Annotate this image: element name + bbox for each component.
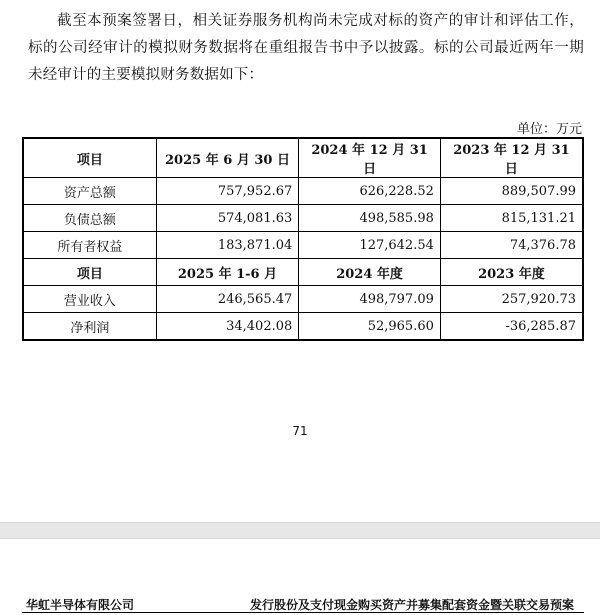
footer-doc-title: 发行股份及支付现金购买资产并募集配套资金暨关联交易预案: [249, 598, 574, 612]
table-cell: 757,952.67: [156, 178, 299, 205]
header-2024-fy: 2024 年度: [299, 259, 441, 286]
intro-paragraph: 截至本预案签署日，相关证券服务机构尚未完成对标的资产的审计和评估工作，标的公司经审计的模拟财务数据将在重组报告书中予以披露。标的公司最近两年一期未经审计的主要模拟财务数据如下：: [28, 13, 584, 83]
income-header-row: [23, 259, 583, 286]
footer-rule: [22, 612, 584, 613]
table-cell: 52,965.60: [299, 313, 441, 341]
table-row: [23, 205, 583, 232]
header-2025-06-30: 2025 年 6 月 30 日: [156, 138, 299, 178]
row-label: 营业收入: [23, 286, 156, 313]
table-row: [23, 178, 583, 205]
page-number: 71: [292, 424, 308, 438]
table-cell: 574,081.63: [156, 205, 299, 232]
header-2025-h1: 2025 年 1-6 月: [156, 259, 299, 286]
table-cell: 498,797.09: [299, 286, 441, 313]
table-cell: -36,285.87: [440, 313, 583, 341]
header-item: 项目: [23, 138, 156, 178]
page-separator: [0, 522, 600, 539]
row-label: 资产总额: [23, 178, 156, 205]
table-row: [23, 232, 583, 259]
table-row: [23, 286, 583, 313]
header-2023-fy: 2023 年度: [440, 259, 583, 286]
table-cell: 127,642.54: [299, 232, 441, 259]
table-cell: 498,585.98: [299, 205, 441, 232]
header-2023-12-31: 2023 年 12 月 31 日: [440, 138, 583, 178]
row-label: 净利润: [23, 313, 156, 341]
financial-data-table: [22, 137, 584, 341]
row-label: 负债总额: [23, 205, 156, 232]
footer-company: 华虹半导体有限公司: [26, 598, 135, 612]
table-cell: 889,507.99: [440, 178, 583, 205]
table-cell: 34,402.08: [156, 313, 299, 341]
balance-header-row: [23, 138, 583, 178]
table-cell: 815,131.21: [440, 205, 583, 232]
header-2024-12-31: 2024 年 12 月 31 日: [299, 138, 441, 178]
table-cell: 183,871.04: [156, 232, 299, 259]
table-cell: 257,920.73: [440, 286, 583, 313]
table-cell: 246,565.47: [156, 286, 299, 313]
row-label: 所有者权益: [23, 232, 156, 259]
header-item: 项目: [23, 259, 156, 286]
table-cell: 626,228.52: [299, 178, 441, 205]
unit-label: 单位：万元: [516, 122, 582, 137]
table-row: [23, 313, 583, 341]
table-cell: 74,376.78: [440, 232, 583, 259]
